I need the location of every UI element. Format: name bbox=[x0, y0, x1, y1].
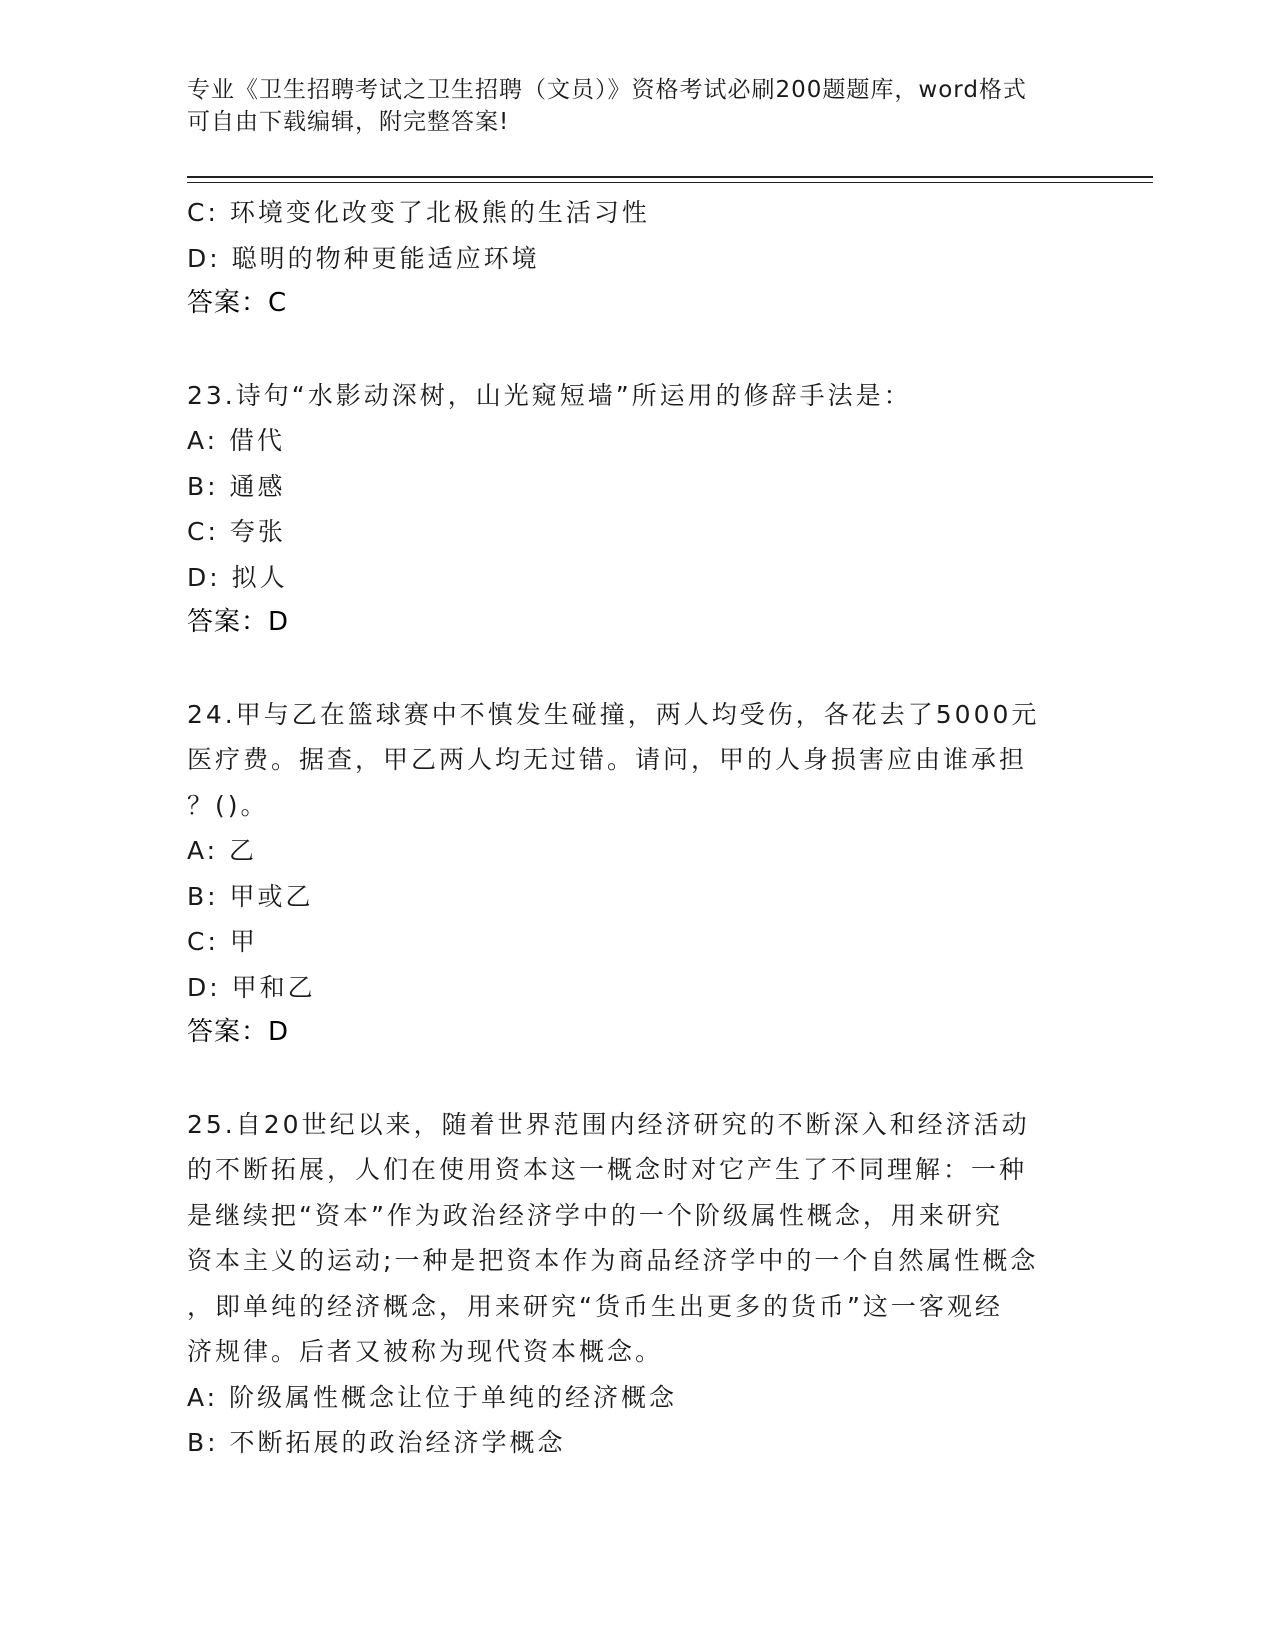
option-c: C: 夸张 bbox=[187, 517, 286, 546]
answer-line: 答案：D bbox=[187, 607, 290, 637]
question-23 bbox=[187, 373, 1067, 646]
answer-line: 答案：D bbox=[187, 1017, 290, 1047]
option-b: B: 通感 bbox=[187, 471, 286, 501]
header-title-line-2: 可自由下载编辑，附完整答案! bbox=[187, 109, 510, 135]
question-stem: 23.诗句“水影动深树，山光窥短墙”所运用的修辞手法是： bbox=[187, 380, 912, 410]
option-d: D: 拟人 bbox=[187, 562, 288, 592]
question-stem-line-4: 资本主义的运动;一种是把资本作为商品经济学中的一个自然属性概念 bbox=[187, 1246, 1039, 1275]
question-list bbox=[187, 190, 1067, 1466]
question-stem-line-3: ？()。 bbox=[187, 790, 269, 820]
option-d: D: 聪明的物种更能适应环境 bbox=[187, 243, 540, 273]
question-stem-line-5: ，即单纯的经济概念，用来研究“货币生出更多的货币”这一客观经 bbox=[187, 1291, 1003, 1321]
option-c: C: 甲 bbox=[187, 927, 258, 956]
question-24 bbox=[187, 692, 1067, 1056]
spacer bbox=[187, 327, 1067, 373]
spacer bbox=[187, 646, 1067, 692]
spacer bbox=[187, 1056, 1067, 1102]
option-a: A: 乙 bbox=[187, 836, 258, 865]
question-stem-line-1: 24.甲与乙在篮球赛中不慎发生碰撞，两人均受伤，各花去了5000元 bbox=[187, 699, 1040, 729]
option-c: C: 环境变化改变了北极熊的生活习性 bbox=[187, 198, 650, 227]
header-divider-thick bbox=[187, 176, 1153, 178]
option-a: A: 借代 bbox=[187, 426, 286, 455]
question-stem-line-1: 25.自20世纪以来，随着世界范围内经济研究的不断深入和经济活动 bbox=[187, 1109, 1030, 1139]
question-stem-line-3: 是继续把“资本”作为政治经济学中的一个阶级属性概念，用来研究 bbox=[187, 1200, 1003, 1230]
answer-line: 答案：C bbox=[187, 288, 288, 318]
option-a: A: 阶级属性概念让位于单纯的经济概念 bbox=[187, 1382, 678, 1412]
question-stem-line-2: 的不断拓展，人们在使用资本这一概念时对它产生了不同理解：一种 bbox=[187, 1155, 1028, 1184]
header-title-line-1: 专业《卫生招聘考试之卫生招聘（文员）》资格考试必刷200题题库，word格式 bbox=[187, 77, 1027, 103]
option-b: B: 甲或乙 bbox=[187, 881, 314, 911]
option-b: B: 不断拓展的政治经济学概念 bbox=[187, 1428, 566, 1457]
question-stem-line-6: 济规律。后者又被称为现代资本概念。 bbox=[187, 1337, 664, 1366]
question-22 bbox=[187, 190, 1067, 327]
header-divider-thin bbox=[187, 182, 1153, 183]
question-stem-line-2: 医疗费。据查，甲乙两人均无过错。请问，甲的人身损害应由谁承担 bbox=[187, 745, 1028, 774]
option-d: D: 甲和乙 bbox=[187, 972, 316, 1002]
document-header bbox=[187, 74, 1067, 138]
question-25 bbox=[187, 1102, 1067, 1466]
